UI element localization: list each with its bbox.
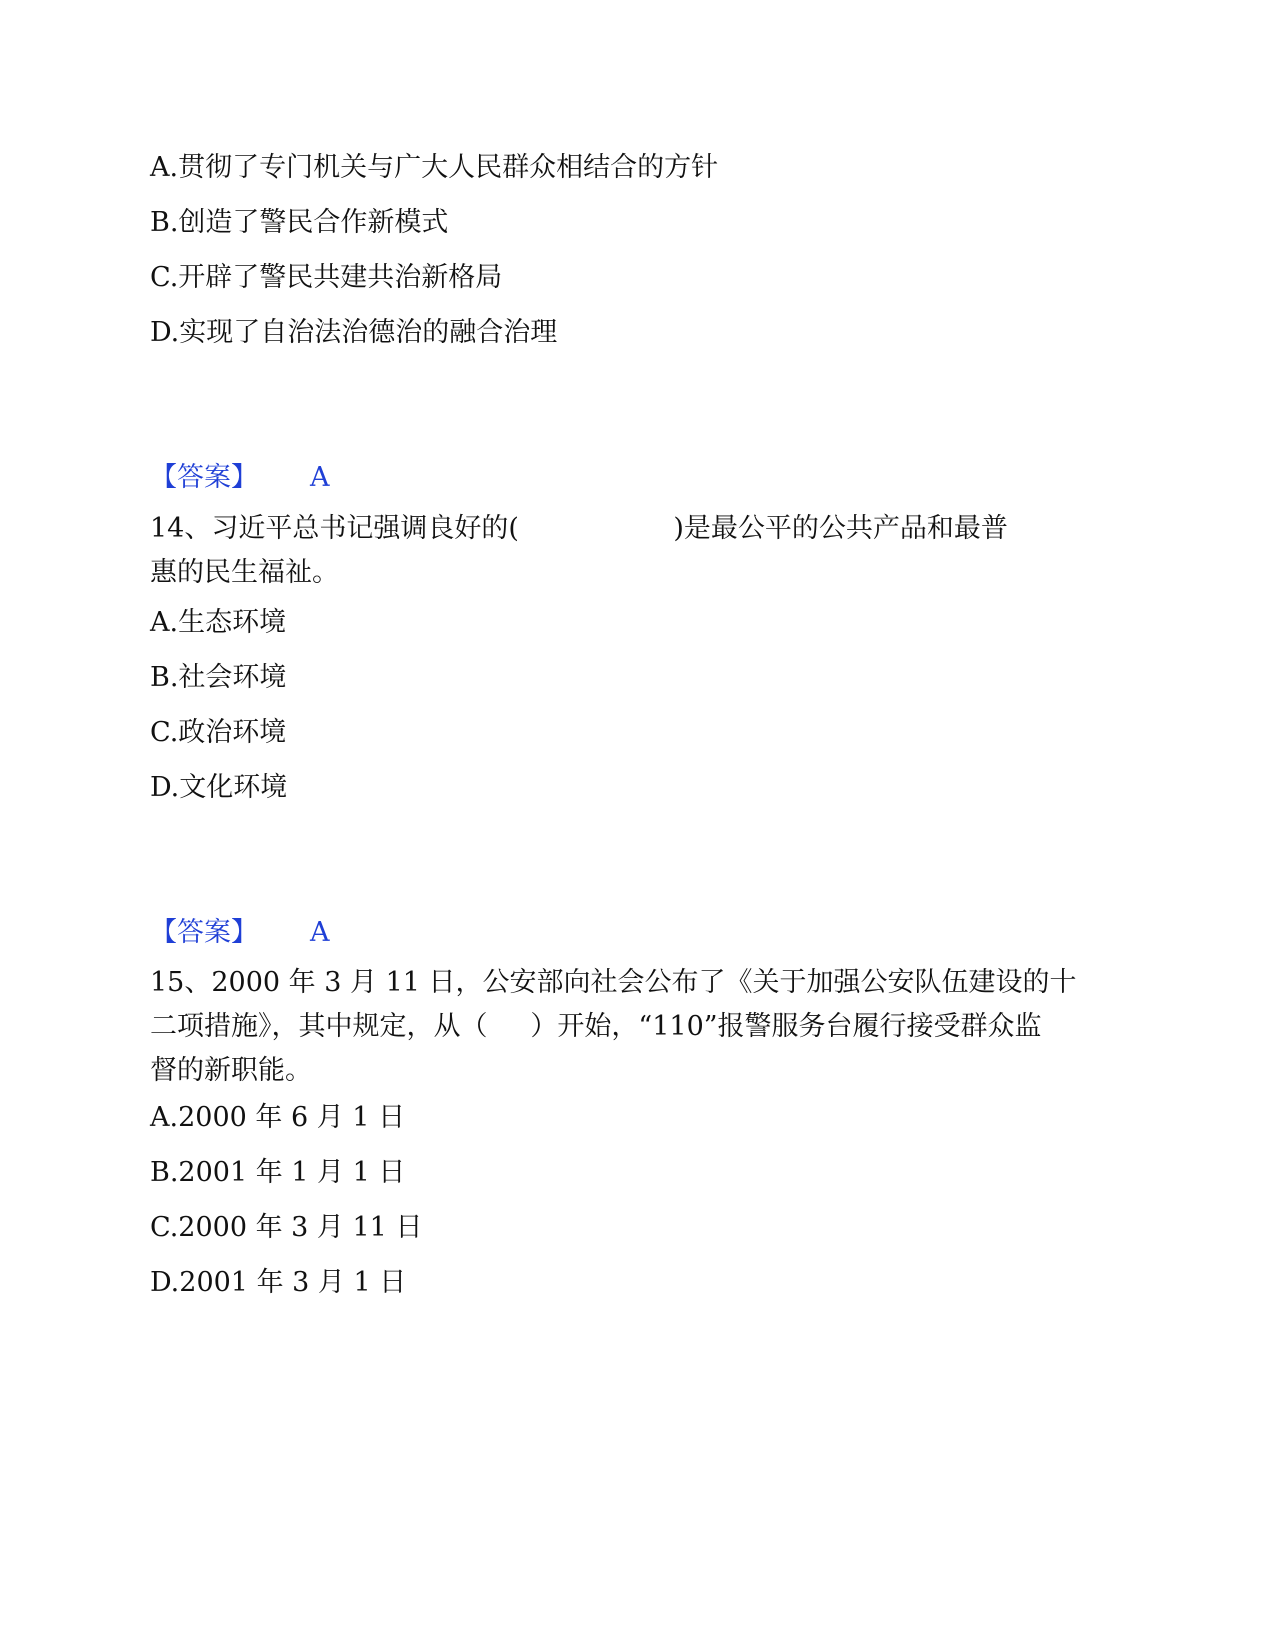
q14-answer-value: A bbox=[310, 917, 330, 948]
q15-option-b: B.2001 年 1 月 1 日 bbox=[150, 1157, 406, 1188]
q15-stem-line3: 督的新职能。 bbox=[150, 1055, 312, 1086]
q14-option-b: B.社会环境 bbox=[150, 662, 287, 693]
q13-option-b: B.创造了警民合作新模式 bbox=[150, 207, 449, 238]
q14-stem-line2: 惠的民生福祉。 bbox=[150, 557, 339, 588]
q14-stem-line1: 14、习近平总书记强调良好的( )是最公平的公共产品和最普 bbox=[150, 513, 1008, 544]
q15-stem bbox=[150, 961, 1130, 1093]
q13-answer bbox=[150, 458, 330, 498]
q13-option-c: C.开辟了警民共建共治新格局 bbox=[150, 262, 503, 293]
q15-stem-line1: 15、2000 年 3 月 11 日，公安部向社会公布了《关于加强公安队伍建设的十 bbox=[150, 967, 1077, 998]
q13-option-d: D.实现了自治法治德治的融合治理 bbox=[150, 317, 558, 348]
q14-answer bbox=[150, 913, 330, 953]
q15-stem-line2: 二项措施》，其中规定，从（ ）开始，“110”报警服务台履行接受群众监 bbox=[150, 1011, 1042, 1042]
q13-option-a: A.贯彻了专门机关与广大人民群众相结合的方针 bbox=[150, 152, 719, 183]
q15-option-c: C.2000 年 3 月 11 日 bbox=[150, 1212, 423, 1243]
q15-option-d: D.2001 年 3 月 1 日 bbox=[150, 1267, 407, 1298]
q13-answer-label: 【答案】 bbox=[150, 462, 258, 493]
q14-option-a: A.生态环境 bbox=[150, 607, 287, 638]
q14-option-d: D.文化环境 bbox=[150, 772, 288, 803]
q14-answer-label: 【答案】 bbox=[150, 917, 258, 948]
q13-answer-value: A bbox=[310, 462, 330, 493]
q15-option-a: A.2000 年 6 月 1 日 bbox=[150, 1102, 406, 1133]
q14-option-c: C.政治环境 bbox=[150, 717, 287, 748]
q14-stem bbox=[150, 507, 1130, 595]
